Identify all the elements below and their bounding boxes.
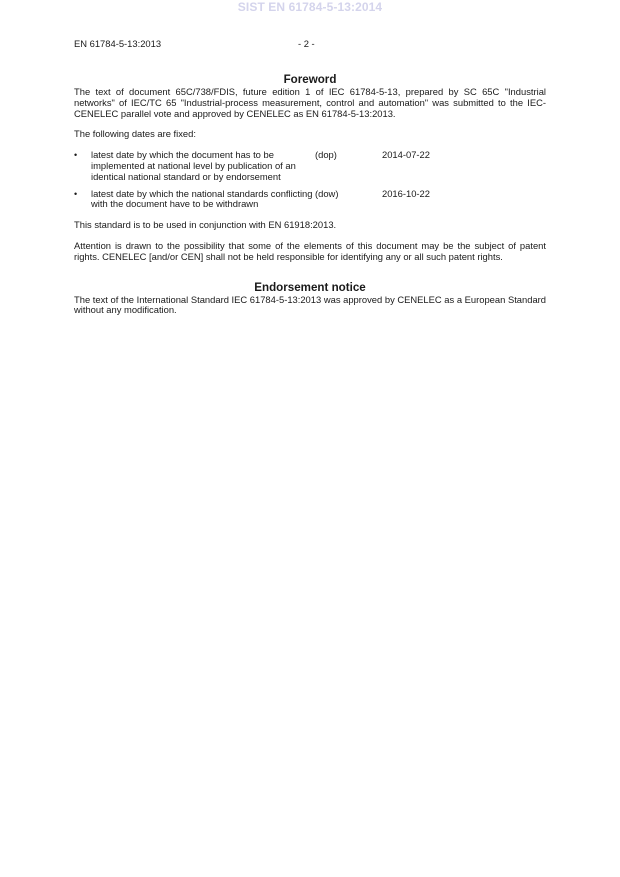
date-item-dow bbox=[74, 189, 546, 211]
page-content bbox=[74, 73, 546, 316]
date-abbreviation: (dow) bbox=[315, 187, 339, 199]
fixed-dates-list bbox=[74, 150, 546, 210]
document-id: EN 61784-5-13:2013 bbox=[74, 38, 162, 49]
watermark: SIST EN 61784-5-13:2014 bbox=[237, 0, 383, 14]
date-item-dop bbox=[74, 150, 546, 182]
date-description: latest date by which the national standards conflicting with the document have to be withdrawn bbox=[91, 187, 313, 210]
patent-notice-paragraph: Attention is drawn to the possibility that some of the elements of this document may be the subject of patent rights. CENELEC [and/or CEN] shall not be held responsible for identifying any or all such patent rights. bbox=[74, 239, 546, 262]
bullet-icon: • bbox=[74, 188, 78, 199]
date-value: 2014-07-22 bbox=[382, 149, 430, 161]
endorsement-title: Endorsement notice bbox=[254, 280, 366, 294]
bullet-icon: • bbox=[74, 150, 78, 161]
endorsement-paragraph: The text of the International Standard IEC 61784-5-13:2013 was approved by CENELEC as a European Standard without any modification. bbox=[74, 293, 546, 316]
foreword-section bbox=[74, 73, 546, 263]
dates-intro-paragraph: The following dates are fixed: bbox=[74, 128, 196, 140]
conjunction-paragraph: This standard is to be used in conjunction with EN 61918:2013. bbox=[74, 219, 337, 231]
page-number: - 2 - bbox=[298, 38, 315, 49]
date-value: 2016-10-22 bbox=[382, 187, 430, 199]
date-abbreviation: (dop) bbox=[315, 149, 337, 161]
date-description: latest date by which the document has to be implemented at national level by publication of an identical national standard or by endorsement bbox=[91, 149, 296, 182]
endorsement-section bbox=[74, 281, 546, 317]
foreword-intro-paragraph: The text of document 65C/738/FDIS, future edition 1 of IEC 61784-5-13, prepared by SC 65C "Industrial networks" of IEC/TC 65 "Industrial-process measurement, control and automation" was submitted to the IEC-CENELEC parallel vote and approved by CENELEC as EN 61784-5-13:2013. bbox=[74, 86, 546, 119]
foreword-title: Foreword bbox=[283, 73, 337, 86]
